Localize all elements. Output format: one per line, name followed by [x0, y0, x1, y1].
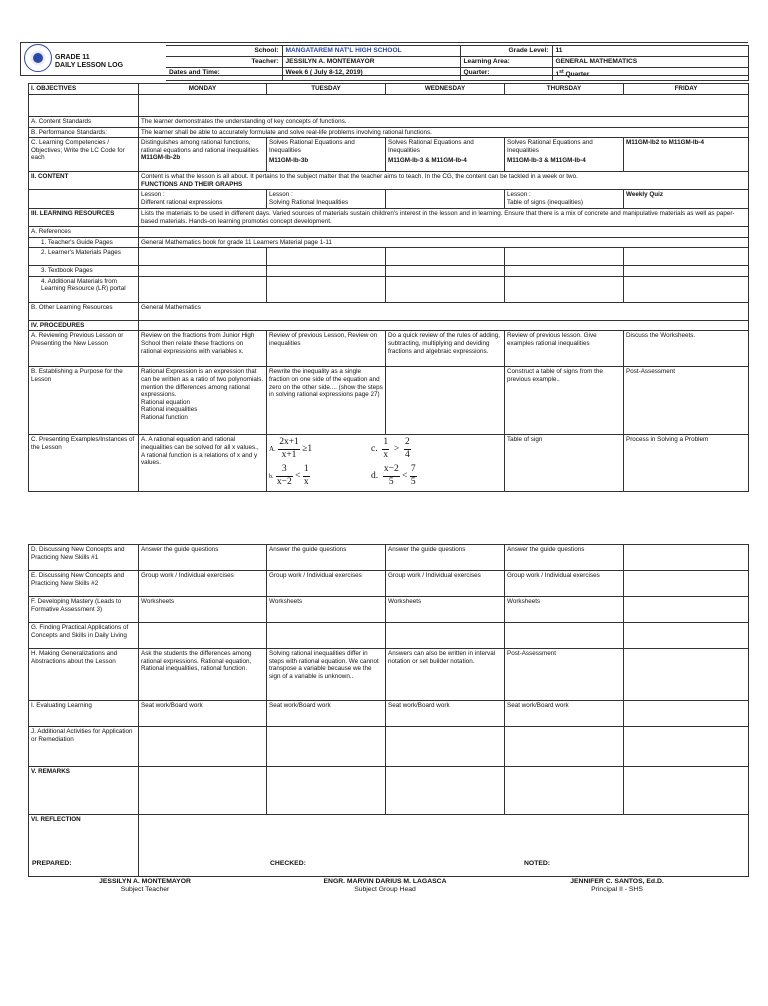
title-grade: GRADE 11 — [55, 54, 90, 61]
blank-cell — [139, 320, 749, 331]
competency-text: Distinguishes among rational functions, rational equations and rational inequalities — [141, 139, 259, 154]
frac-num: 3 — [276, 464, 293, 476]
math-fraction — [410, 464, 417, 488]
e-tue: Group work / Individual exercises — [267, 571, 386, 597]
b-label: B. Establishing a Purpose for the Lesson — [29, 367, 139, 435]
b-wed — [386, 367, 505, 435]
f-label: F. Developing Mastery (Leads to Formative Assessment 3) — [29, 597, 139, 623]
competency-code: M11GM-Ib-3 & M11GM-Ib-4 — [507, 157, 586, 165]
blank-cell — [624, 266, 749, 277]
teacher-label: Teacher: — [166, 56, 282, 67]
content-standards: The learner demonstrates the understanding of key concepts of functions. — [139, 117, 749, 128]
resources-heading: III. LEARNING RESOURCES — [29, 209, 139, 227]
checked-name: ENGR. MARVIN DARIUS M. LAGASCA — [323, 878, 447, 885]
d-label: D. Discussing New Concepts and Practicing New Skills #1 — [29, 545, 139, 571]
frac-den: 5 — [388, 476, 394, 487]
blank-cell — [386, 266, 505, 277]
lesson-wed — [386, 190, 505, 209]
checked-label: CHECKED: — [270, 860, 306, 867]
blank-cell — [267, 276, 386, 302]
blank-cell — [139, 623, 267, 649]
math-fraction — [404, 437, 411, 461]
blank-cell — [139, 767, 267, 815]
b-mon — [139, 367, 267, 435]
math-rel: < — [295, 471, 301, 482]
lesson-fri: Weekly Quiz — [624, 190, 749, 209]
quarter-word: Quarter — [563, 71, 590, 78]
frac-den: x — [303, 476, 309, 487]
b-thu: Construct a table of signs from the previous example.. — [505, 367, 624, 435]
lesson-tue — [267, 190, 386, 209]
math-rel: > — [393, 444, 400, 455]
tg-value: General Mathematics book for grade 11 Learners Material page 1-11 — [139, 237, 749, 248]
blank-cell — [139, 266, 267, 277]
checked-role: Subject Group Head — [354, 886, 416, 894]
b-list-item: Rational equation — [141, 398, 191, 406]
noted-role: Principal II - SHS — [591, 886, 643, 894]
frac-num: 2 — [404, 437, 411, 449]
quarter-sup: st — [559, 68, 564, 75]
blank-cell — [386, 767, 505, 815]
e-label: E. Discussing New Concepts and Practicing New Skills #2 — [29, 571, 139, 597]
math-example-d — [371, 464, 417, 488]
h-label: H. Making Generalizations and Abstractions about the Lesson — [29, 649, 139, 701]
quarter-value — [552, 67, 748, 80]
math-label: d. — [371, 471, 379, 482]
quarter-num: 1 — [555, 71, 560, 78]
math-fraction — [383, 464, 400, 488]
c-mon-text2: A rational function is a relations of x and y values. — [141, 451, 258, 467]
prepared-name: JESSILYN A. MONTEMAYOR — [99, 878, 191, 885]
frac-num: 1 — [382, 437, 389, 449]
blank-cell — [29, 190, 139, 209]
lesson-topic: Table of signs (inequalities) — [507, 198, 583, 206]
blank-cell — [624, 727, 749, 767]
c-label: C. Presenting Examples/Instances of the Lesson — [29, 435, 139, 492]
a-fri: Discuss the Worksheets. — [624, 331, 749, 367]
frac-num: 7 — [410, 464, 417, 476]
blank-cell — [505, 248, 624, 266]
lesson-table-2 — [28, 544, 749, 877]
i-mon: Seat work/Board work — [139, 701, 267, 727]
blank-cell — [505, 276, 624, 302]
frac-den: x — [383, 449, 389, 460]
f-tue: Worksheets — [267, 597, 386, 623]
competency-text: Solves Rational Equations and Inequalities — [507, 139, 593, 154]
b-list-item: Rational inequalities — [141, 406, 198, 414]
e-mon: Group work / Individual exercises — [139, 571, 267, 597]
signature-prepared — [60, 878, 230, 894]
competency-thu — [505, 138, 624, 172]
blank-cell — [505, 767, 624, 815]
lesson-label: Lesson : — [507, 191, 531, 199]
math-rel: ≥1 — [302, 444, 313, 455]
lesson-topic: Different rational expressions — [141, 198, 223, 206]
references-label: A. References — [29, 227, 139, 238]
math-rel: < — [402, 471, 408, 482]
title-dll: DAILY LESSON LOG — [55, 62, 124, 70]
content-heading: II. CONTENT — [29, 172, 139, 190]
math-label: A. — [269, 445, 276, 454]
frac-num: 2x+1 — [278, 437, 300, 449]
lesson-topic: Solving Rational Inequalities — [269, 198, 349, 206]
math-example-a — [269, 437, 312, 461]
content-topic: FUNCTIONS AND THEIR GRAPHS — [141, 180, 243, 188]
dates-label: Dates and Time: — [166, 67, 282, 80]
content-desc — [139, 172, 749, 190]
math-example-c — [371, 437, 411, 461]
i-tue: Seat work/Board work — [267, 701, 386, 727]
frac-num: x−2 — [383, 464, 400, 476]
c-thu: Table of sign — [505, 435, 624, 492]
frac-den: 5 — [410, 476, 416, 487]
area-value: GENERAL MATHEMATICS — [552, 56, 748, 67]
e-wed: Group work / Individual exercises — [386, 571, 505, 597]
h-wed: Answers can also be written in interval notation or set builder notation. — [386, 649, 505, 701]
f-fri — [624, 597, 749, 623]
i-fri — [624, 701, 749, 727]
blank-cell — [267, 623, 386, 649]
prepared-label: PREPARED: — [32, 860, 72, 867]
blank-cell — [267, 727, 386, 767]
deped-seal — [24, 44, 52, 72]
day-friday: FRIDAY — [624, 84, 749, 95]
grade-label: Grade Level: — [460, 46, 552, 57]
a-tue: Review of previous Lesson, Review on inequalities — [267, 331, 386, 367]
area-label: Learning Area: — [460, 56, 552, 67]
blank-cell — [386, 248, 505, 266]
competency-text: Solves Rational Equations and Inequalities — [269, 139, 355, 154]
competency-fri: M11GM-Ib2 to M11GM-Ib-4 — [624, 138, 749, 172]
d-wed: Answer the guide questions — [386, 545, 505, 571]
h-mon: Ask the students the differences among rational expressions. Rational equation, Rational inequalities, rational function. — [139, 649, 267, 701]
signature-checked — [300, 878, 470, 894]
frac-den: 4 — [404, 449, 410, 460]
day-wednesday: WEDNESDAY — [386, 84, 505, 95]
math-fraction — [303, 464, 310, 488]
competency-code: M11GM-Ib-3b — [269, 157, 309, 165]
blank-cell — [386, 276, 505, 302]
teacher-value: JESSILYN A. MONTEMAYOR — [282, 56, 460, 67]
f-wed: Worksheets — [386, 597, 505, 623]
competency-mon — [139, 138, 267, 172]
a-wed: Do a quick review of the rules of adding, subtracting, multiplying and deviding fractions and algebraic expressions. — [386, 331, 505, 367]
h-fri — [624, 649, 749, 701]
procedures-heading: IV. PROCEDURES — [29, 320, 139, 331]
i-thu: Seat work/Board work — [505, 701, 624, 727]
h-tue: Solving rational inequalities differ in steps with rational equation. We cannot transpose a variable because we the sign of a variable is unknown.. — [267, 649, 386, 701]
c-math-examples — [267, 435, 505, 492]
frac-num: 1 — [303, 464, 310, 476]
h-thu: Post-Assessment — [505, 649, 624, 701]
b-fri: Post-Assessment — [624, 367, 749, 435]
blank-cell — [267, 266, 386, 277]
blank-cell — [386, 727, 505, 767]
lesson-label: Lesson : — [269, 191, 293, 199]
blank-cell — [505, 727, 624, 767]
competency-code: M11GM-Ib-2b — [141, 154, 181, 162]
b-list-item: Rational function — [141, 413, 188, 421]
seal-icon — [24, 44, 52, 72]
blank-cell — [505, 266, 624, 277]
performance-standards-label: B. Performance Standards: — [29, 127, 139, 138]
math-label: b. — [269, 474, 274, 481]
day-monday: MONDAY — [139, 84, 267, 95]
d-mon: Answer the guide questions — [139, 545, 267, 571]
other-value: General Mathematics — [139, 302, 749, 320]
other-label: B. Other Learning Resources — [29, 302, 139, 320]
blank-cell — [624, 623, 749, 649]
lesson-label: Lesson : — [141, 191, 165, 199]
d-fri — [624, 545, 749, 571]
c-mon — [139, 435, 267, 492]
i-wed: Seat work/Board work — [386, 701, 505, 727]
grade-value: 11 — [552, 46, 748, 57]
lesson-table — [28, 83, 749, 492]
d-thu: Answer the guide questions — [505, 545, 624, 571]
a-mon: Review on the fractions from Junior High School then relate these fractions on rational expressions with variables x. — [139, 331, 267, 367]
resources-desc: Lists the materials to be used in different days. Varied sources of materials sustain children's interest in the lesson and in learning. Ensure that there is a mix of concrete and manipulative materials as well as paper-based materials. Hands-on learning promotes concept development. — [139, 209, 749, 227]
blank-cell — [139, 276, 267, 302]
competency-code: M11GM-Ib-3 & M11GM-Ib-4 — [388, 157, 467, 165]
prepared-role: Subject Teacher — [120, 886, 170, 894]
quarter-label: Quarter: — [460, 67, 552, 80]
competencies-label: C. Learning Competencies / Objectives; Write the LC Code for each — [29, 138, 139, 172]
content-standards-label: A. Content Standards — [29, 117, 139, 128]
tb-label: 3. Textbook Pages — [29, 266, 139, 277]
competency-tue — [267, 138, 386, 172]
blank-cell — [624, 248, 749, 266]
math-fraction — [382, 437, 389, 461]
objectives-heading: I. OBJECTIVES — [29, 84, 139, 95]
dates-value: Week 6 ( July 8-12, 2019) — [282, 67, 460, 80]
header-table — [166, 45, 749, 81]
school-label: School: — [166, 46, 282, 57]
i-label: I. Evaluating Learning — [29, 701, 139, 727]
blank-cell — [505, 623, 624, 649]
blank-cell — [139, 815, 749, 877]
math-fraction — [276, 464, 293, 488]
j-label: J. Additional Activities for Application or Remediation — [29, 727, 139, 767]
e-thu: Group work / Individual exercises — [505, 571, 624, 597]
b-tue: Rewrite the inequality as a single fraction on one side of the equation and zero on the other side.... (show the steps in solving rational expressions page 27) — [267, 367, 386, 435]
add-label: 4. Additional Materials from Learning Resource (LR) portal — [29, 276, 139, 302]
math-label: c. — [371, 444, 378, 455]
reflection-heading: VI. REFLECTION — [29, 815, 139, 877]
blank-cell — [624, 276, 749, 302]
blank-cell — [386, 623, 505, 649]
content-description: Content is what the lesson is all about. It pertains to the subject matter that the teacher aims to teach. In the CG, the content can be tackled in a week or two. — [141, 173, 578, 181]
noted-label: NOTED: — [524, 860, 551, 867]
frac-den: x−2 — [276, 476, 292, 487]
day-tuesday: TUESDAY — [267, 84, 386, 95]
performance-standards: The learner shall be able to accurately formulate and solve real-life problems involving rational functions. — [139, 127, 749, 138]
g-label: G. Finding Practical Applications of Concepts and Skills in Daily Living — [29, 623, 139, 649]
blank-cell — [139, 727, 267, 767]
blank-cell — [267, 248, 386, 266]
blank-cell — [139, 248, 267, 266]
doc-title — [55, 54, 123, 71]
blank-cell — [29, 95, 139, 117]
f-mon: Worksheets — [139, 597, 267, 623]
lm-label: 2. Learner's Materials Pages — [29, 248, 139, 266]
blank-cell — [624, 767, 749, 815]
tg-label: 1. Teacher's Guide Pages — [29, 237, 139, 248]
a-label: A. Reviewing Previous Lesson or Presenting the New Lesson — [29, 331, 139, 367]
day-thursday: THURSDAY — [505, 84, 624, 95]
blank-cell — [267, 767, 386, 815]
blank-cell — [139, 227, 749, 238]
remarks-heading: V. REMARKS — [29, 767, 139, 815]
math-example-b — [269, 464, 310, 488]
competency-wed — [386, 138, 505, 172]
e-fri — [624, 571, 749, 597]
d-tue: Answer the guide questions — [267, 545, 386, 571]
a-thu: Review of previous lesson. Give examples rational inequalities — [505, 331, 624, 367]
competency-text: Solves Rational Equations and Inequalities — [388, 139, 474, 154]
signature-noted — [532, 878, 702, 894]
math-fraction — [278, 437, 300, 461]
c-fri: Process in Solving a Problem — [624, 435, 749, 492]
lesson-mon — [139, 190, 267, 209]
b-mon-text: Rational Expression is an expression that can be written as a ratio of two polynomials. mention the differences among rational expressions. — [141, 368, 264, 399]
school-value: MANGATAREM NAT'L HIGH SCHOOL — [282, 46, 460, 57]
lesson-thu — [505, 190, 624, 209]
c-mon-text: A. A rational equation and rational inequalities can be solved for all x values., — [141, 436, 259, 452]
frac-den: x+1 — [281, 449, 297, 460]
blank-cell — [139, 95, 749, 117]
f-thu: Worksheets — [505, 597, 624, 623]
noted-name: JENNIFER C. SANTOS, Ed.D. — [570, 878, 664, 885]
